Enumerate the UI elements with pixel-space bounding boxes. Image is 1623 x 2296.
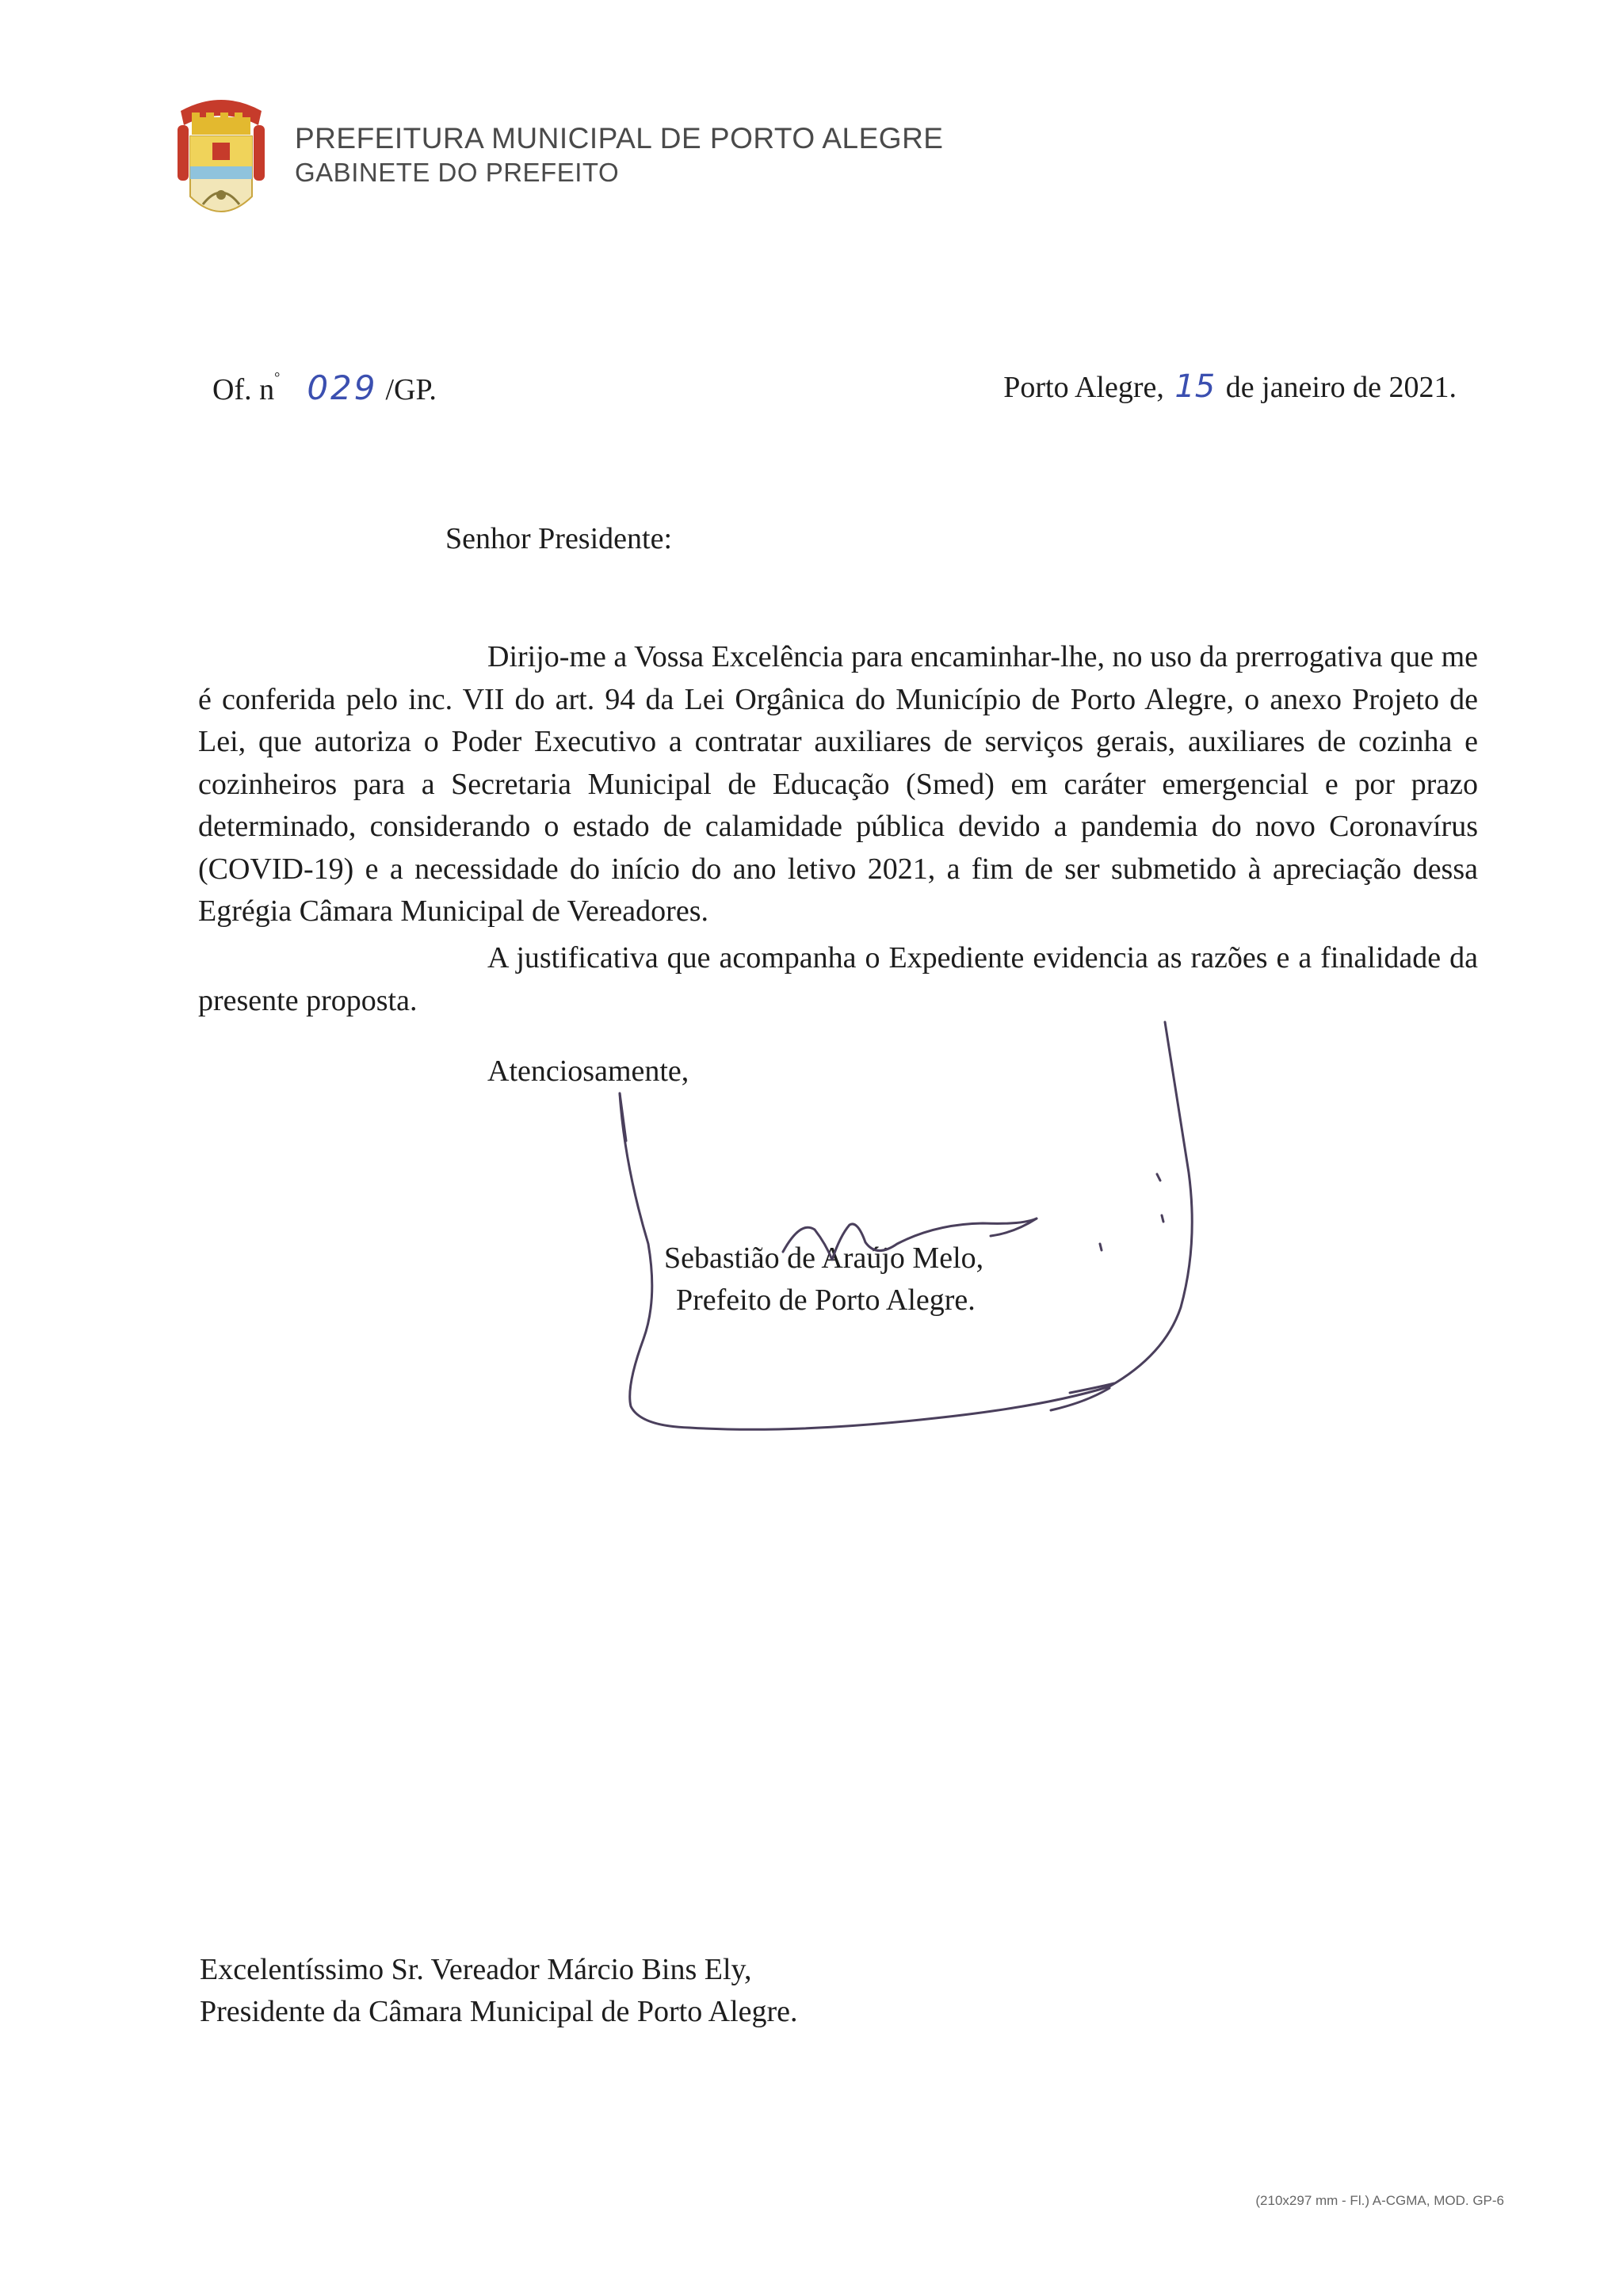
reference-number-handwritten: 029 — [307, 368, 378, 407]
handwritten-signature — [602, 1006, 1236, 1450]
degree-mark: ° — [274, 369, 281, 385]
recipient-block — [200, 1949, 798, 2033]
organization-name: PREFEITURA MUNICIPAL DE PORTO ALEGRE — [295, 122, 944, 154]
date-line — [1003, 368, 1457, 405]
salutation: Senhor Presidente: — [445, 522, 673, 555]
recipient-title: Presidente da Câmara Municipal de Porto Alegre. — [200, 1995, 798, 2028]
closing: Atenciosamente, — [487, 1055, 689, 1088]
date-place: Porto Alegre, — [1003, 371, 1164, 404]
signer-name: Sebastião de Araújo Melo, — [664, 1241, 984, 1275]
signer-title: Prefeito de Porto Alegre. — [676, 1283, 976, 1317]
form-footer: (210x297 mm - Fl.) A-CGMA, MOD. GP-6 — [1255, 2193, 1504, 2208]
reference-suffix: /GP. — [385, 373, 437, 406]
date-rest: de janeiro de 2021. — [1225, 371, 1457, 404]
recipient-name: Excelentíssimo Sr. Vereador Márcio Bins Ely, — [200, 1953, 752, 1986]
office-reference — [212, 368, 437, 407]
department-name: GABINETE DO PREFEITO — [295, 158, 620, 187]
letterhead — [295, 121, 944, 189]
coat-of-arms-logo — [174, 93, 268, 228]
body-paragraph-1: Dirijo-me a Vossa Excelência para encaminhar-lhe, no uso da prerrogativa que me é conferida pelo inc. VII do art. 94 da Lei Orgânica do Município de Porto Alegre, o anexo Projeto de Lei, que autoriza o Poder Executivo a contratar auxiliares de serviços gerais, auxiliares de cozinha e cozinheiros para a Secretaria Municipal de Educação (Smed) em caráter emergencial e por prazo determinado, considerando o estado de calamidade pública devido a pandemia do novo Coronavírus (COVID-19) e a necessidade do início do ano letivo 2021, a fim de ser submetido à apreciação dessa Egrégia Câmara Municipal de Vereadores. — [198, 640, 1478, 928]
date-day-handwritten: 15 — [1174, 368, 1216, 405]
reference-prefix: Of. n — [212, 373, 275, 406]
body-paragraph-2: A justificativa que acompanha o Expediente evidencia as razões e a finalidade da presente proposta. — [198, 941, 1478, 1017]
